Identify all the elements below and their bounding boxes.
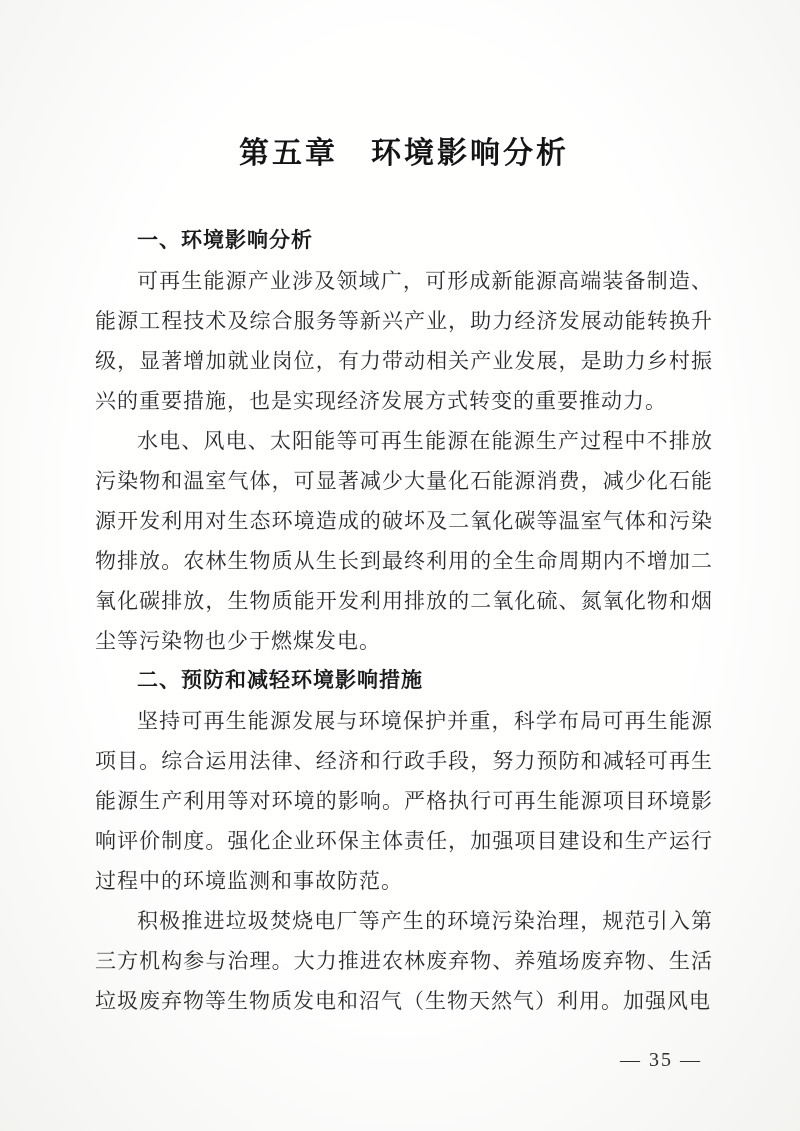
page-title: 第五章 环境影响分析	[239, 137, 569, 170]
paragraph: 积极推进垃圾焚烧电厂等产生的环境污染治理，规范引入第三方机构参与治理。大力推进农林废弃物、养殖场废弃物、生活垃圾废弃物等生物质发电和沼气（生物天然气）利用。加强风电	[95, 909, 713, 1013]
paragraph: 水电、风电、太阳能等可再生能源在能源生产过程中不排放污染物和温室气体，可显著减少大量化石能源消费，减少化石能源开发利用对生态环境造成的破坏及二氧化碳等温室气体和污染物排放。农林生物质从生长到最终利用的全生命周期内不增加二氧化碳排放，生物质能开发利用排放的二氧化硫、氮氧化物和烟尘等污染物也少于燃煤发电。	[95, 429, 713, 653]
page-number: — 35 —	[620, 1049, 702, 1071]
section-heading-1: 一、环境影响分析	[137, 229, 313, 252]
paragraph: 可再生能源产业涉及领域广，可形成新能源高端装备制造、能源工程技术及综合服务等新兴产业，助力经济发展动能转换升级，显著增加就业岗位，有力带动相关产业发展，是助力乡村振兴的重要措施，也是实现经济发展方式转变的重要推动力。	[95, 269, 713, 413]
section-heading-2: 二、预防和减轻环境影响措施	[137, 669, 423, 692]
paragraph: 坚持可再生能源发展与环境保护并重，科学布局可再生能源项目。综合运用法律、经济和行政手段，努力预防和减轻可再生能源生产利用等对环境的影响。严格执行可再生能源项目环境影响评价制度。强化企业环保主体责任，加强项目建设和生产运行过程中的环境监测和事故防范。	[95, 709, 713, 893]
document-body	[95, 221, 713, 1021]
